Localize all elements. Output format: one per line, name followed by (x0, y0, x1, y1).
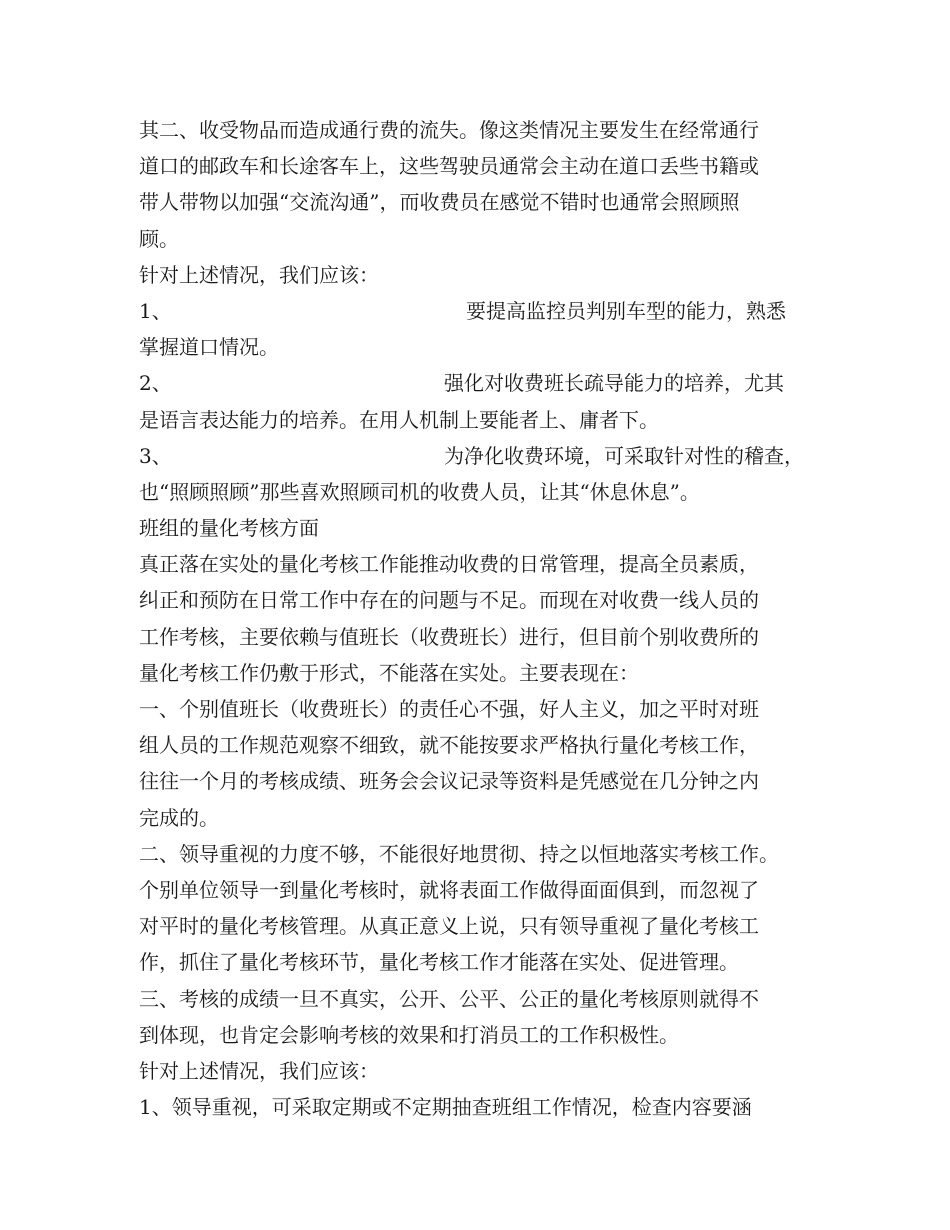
text-line: 个别单位领导一到量化考核时，就将表面工作做得面面俱到，而忽视了 (139, 877, 759, 902)
measure-text: 为净化收费环境，可采取针对性的稽查， (444, 443, 804, 468)
text-line: 带人带物以加强“交流沟通”，而收费员在感觉不错时也通常会照顾照 (139, 190, 740, 215)
measure-number: 3、 (139, 443, 172, 468)
measure-item-2 (139, 365, 829, 437)
measure-number: 1、 (139, 298, 172, 323)
section-heading: 班组的量化考核方面 (139, 516, 319, 541)
measure-line (139, 365, 829, 401)
text-line: 到体现，也肯定会影响考核的效果和打消员工的工作积极性。 (139, 1022, 679, 1047)
measure-item-1 (139, 293, 829, 365)
measure-text: 强化对收费班长疏导能力的培养，尤其 (444, 371, 784, 396)
text-line: 二、领导重视的力度不够，不能很好地贯彻、持之以恒地落实考核工作。 (139, 841, 779, 866)
paragraph-issue-1 (139, 691, 829, 836)
text-line: 完成的。 (139, 805, 219, 830)
text-line: 一、个别值班长（收费班长）的责任心不强，好人主义，加之平时对班 (139, 697, 759, 721)
measures-heading: 针对上述情况，我们应该： (139, 1058, 379, 1083)
text-line: 作，抓住了量化考核环节，量化考核工作才能落在实处、促进管理。 (139, 950, 739, 975)
paragraph-issue-3 (139, 981, 829, 1053)
text-line: 顾。 (139, 226, 179, 251)
text-line: 量化考核工作仍敷于形式，不能落在实处。主要表现在： (139, 660, 639, 685)
measure-item-3 (139, 438, 829, 510)
text-line: 工作考核，主要依赖与值班长（收费班长）进行，但目前个别收费所的 (139, 624, 759, 649)
document-body (139, 112, 829, 1125)
text-line: 三、考核的成绩一旦不真实，公开、公平、公正的量化考核原则就得不 (139, 986, 759, 1011)
text-line: 纠正和预防在日常工作中存在的问题与不足。而现在对收费一线人员的 (139, 588, 759, 613)
text-line: 组人员的工作规范观察不细致，就不能按要求严格执行量化考核工作， (139, 733, 759, 758)
paragraph-issue-2 (139, 836, 829, 981)
text-line: 往往一个月的考核成绩、班务会会议记录等资料是凭感觉在几分钟之内 (139, 769, 759, 794)
text-line: 对平时的量化考核管理。从真正意义上说，只有领导重视了量化考核工 (139, 914, 759, 939)
measures-heading: 针对上述情况，我们应该： (139, 262, 379, 287)
text-line: 真正落在实处的量化考核工作能推动收费的日常管理，提高全员素质， (139, 552, 759, 577)
measure-number: 2、 (139, 371, 172, 396)
measure-text-continued: 掌握道口情况。 (139, 335, 279, 360)
text-line: 1、领导重视，可采取定期或不定期抽查班组工作情况，检查内容要涵 (139, 1095, 752, 1120)
text-line: 其二、收受物品而造成通行费的流失。像这类情况主要发生在经常通行 (139, 118, 759, 142)
paragraph-assessment-intro (139, 546, 829, 691)
measure-text-continued: 是语言表达能力的培养。在用人机制上要能者上、庸者下。 (139, 407, 659, 432)
measure-text: 要提高监控员判别车型的能力，熟悉 (466, 298, 786, 323)
measure-line (139, 293, 829, 329)
measure-text-continued: 也“照顾照顾”那些喜欢照顾司机的收费人员，让其“休息休息”。 (139, 479, 700, 504)
measure-line (139, 438, 829, 474)
text-line: 道口的邮政车和长途客车上，这些驾驶员通常会主动在道口丢些书籍或 (139, 154, 759, 179)
paragraph-toll-loss (139, 112, 829, 257)
